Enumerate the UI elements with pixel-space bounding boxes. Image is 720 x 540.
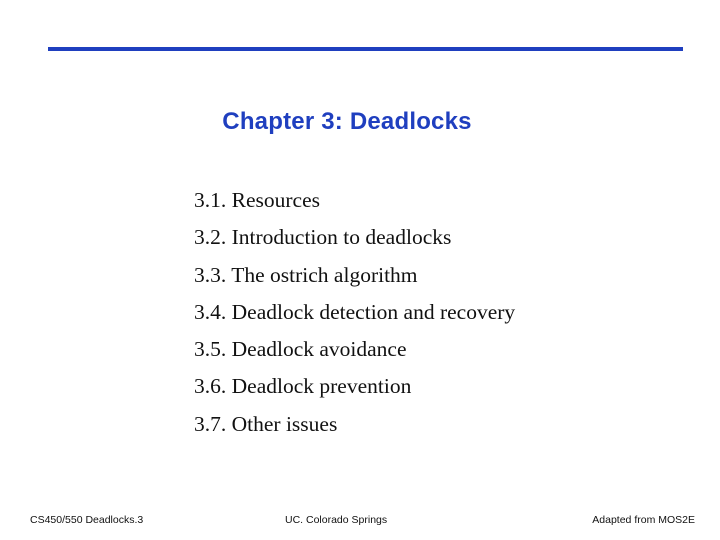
toc-item-resources: 3.1. Resources (194, 188, 320, 212)
table-of-contents (194, 185, 515, 446)
toc-item-avoidance: 3.5. Deadlock avoidance (194, 337, 407, 362)
toc-item-ostrich-algorithm: 3.3. The ostrich algorithm (194, 262, 418, 287)
footer-course-label: CS450/550 Deadlocks.3 (30, 514, 144, 526)
toc-item-other-issues: 3.7. Other issues (194, 411, 338, 436)
toc-item-introduction: 3.2. Introduction to deadlocks (194, 225, 452, 250)
top-rule-divider (48, 47, 683, 51)
footer-institution: UC. Colorado Springs (285, 514, 388, 526)
slide-title: Chapter 3: Deadlocks (222, 108, 472, 135)
toc-item-prevention: 3.6. Deadlock prevention (194, 374, 412, 399)
footer-attribution: Adapted from MOS2E (592, 514, 695, 526)
toc-item-detection-recovery: 3.4. Deadlock detection and recovery (194, 299, 516, 324)
